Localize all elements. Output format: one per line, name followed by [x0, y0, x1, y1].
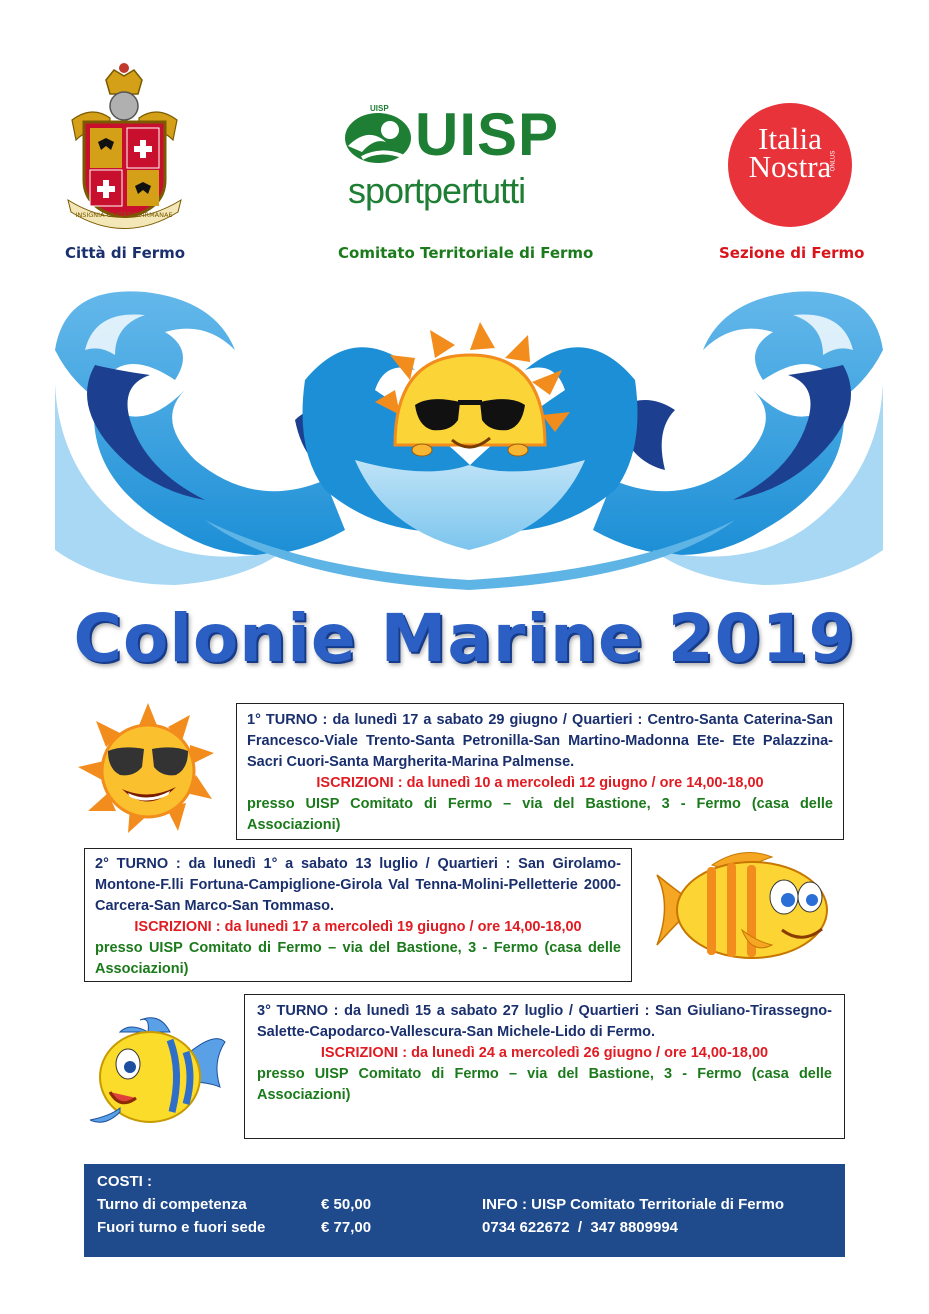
waves-sun-illustration: [55, 280, 883, 590]
sun-sunglasses-image: [78, 703, 218, 835]
turn-3-description: 3° TURNO : da lunedì 15 a sabato 27 luglio / Quartieri : San Giuliano-Tirassegno-Salette-Capodarco-Vallescura-San Michele-Lido di Fermo.: [257, 1003, 832, 1040]
onlus-label: ONLUS: [830, 150, 837, 172]
turn-1-description: 1° TURNO : da lunedì 17 a sabato 29 giugno / Quartieri : Centro-Santa Caterina-San Francesco-Viale Trento-Santa Petronilla-San Martino-Madonna Ete- Ete Palazzina-Sacri Cuori-Santa Margherita-Marina Palmense.: [247, 712, 833, 770]
uisp-small-label: UISP: [370, 104, 389, 113]
flounder-fish-image: [90, 1012, 230, 1137]
uisp-logo: [340, 100, 590, 225]
turn-3-box: [244, 994, 845, 1139]
nostra-word: Nostra: [748, 149, 832, 184]
cost-label-competenza: Turno di competenza: [97, 1196, 247, 1213]
turn-1-location: presso UISP Comitato di Fermo – via del Bastione, 3 - Fermo (casa delle Associazioni): [247, 796, 833, 833]
turn-2-description: 2° TURNO : da lunedì 1° a sabato 13 luglio / Quartieri : San Girolamo-Montone-F.lli Fortuna-Campiglione-Girola Val Tenna-Molini-Pelletterie 2000-Carcera-San Marco-San Tommaso.: [95, 856, 621, 914]
city-caption: Città di Fermo: [65, 244, 186, 262]
cost-label-fuori-turno: Fuori turno e fuori sede: [97, 1219, 266, 1236]
turn-2-location: presso UISP Comitato di Fermo – via del Bastione, 3 - Fermo (casa delle Associazioni): [95, 940, 621, 977]
costs-panel: [84, 1164, 845, 1257]
info-line: INFO : UISP Comitato Territoriale di Fermo: [482, 1196, 784, 1213]
italia-nostra-logo: [728, 103, 852, 227]
info-phone-numbers: 0734 622672 / 347 8809994: [482, 1219, 679, 1236]
page-title: Colonie Marine 2019: [73, 600, 856, 677]
crest-ribbon-text: INSIGNIA CIVITATIS FIRMANAE: [75, 211, 173, 219]
italia-word: Italia: [758, 121, 822, 156]
turn-1-registration: ISCRIZIONI : da lunedì 10 a mercoledì 12 giugno / ore 14,00-18,00: [316, 775, 764, 791]
turn-3-location: presso UISP Comitato di Fermo – via del Bastione, 3 - Fermo (casa delle Associazioni): [257, 1066, 832, 1103]
italia-nostra-caption: Sezione di Fermo: [719, 244, 865, 262]
costs-heading: COSTI :: [97, 1173, 152, 1190]
turn-2-registration: ISCRIZIONI : da lunedì 17 a mercoledì 19 giugno / ore 14,00-18,00: [134, 919, 582, 935]
city-crest-logo: [62, 60, 187, 230]
turn-3-registration: ISCRIZIONI : da lunedì 24 a mercoledì 26 giugno / ore 14,00-18,00: [320, 1045, 769, 1061]
uisp-tagline: sportpertutti: [348, 170, 526, 211]
cost-price-fuori-turno: € 77,00: [321, 1219, 372, 1236]
uisp-wordmark: UISP: [415, 101, 560, 168]
cost-price-competenza: € 50,00: [321, 1196, 372, 1213]
yellow-fish-image: [652, 845, 832, 970]
swimmer-icon: [340, 108, 412, 168]
uisp-caption: Comitato Territoriale di Fermo: [338, 244, 594, 262]
turn-1-box: [236, 703, 844, 840]
turn-2-box: [84, 848, 632, 982]
